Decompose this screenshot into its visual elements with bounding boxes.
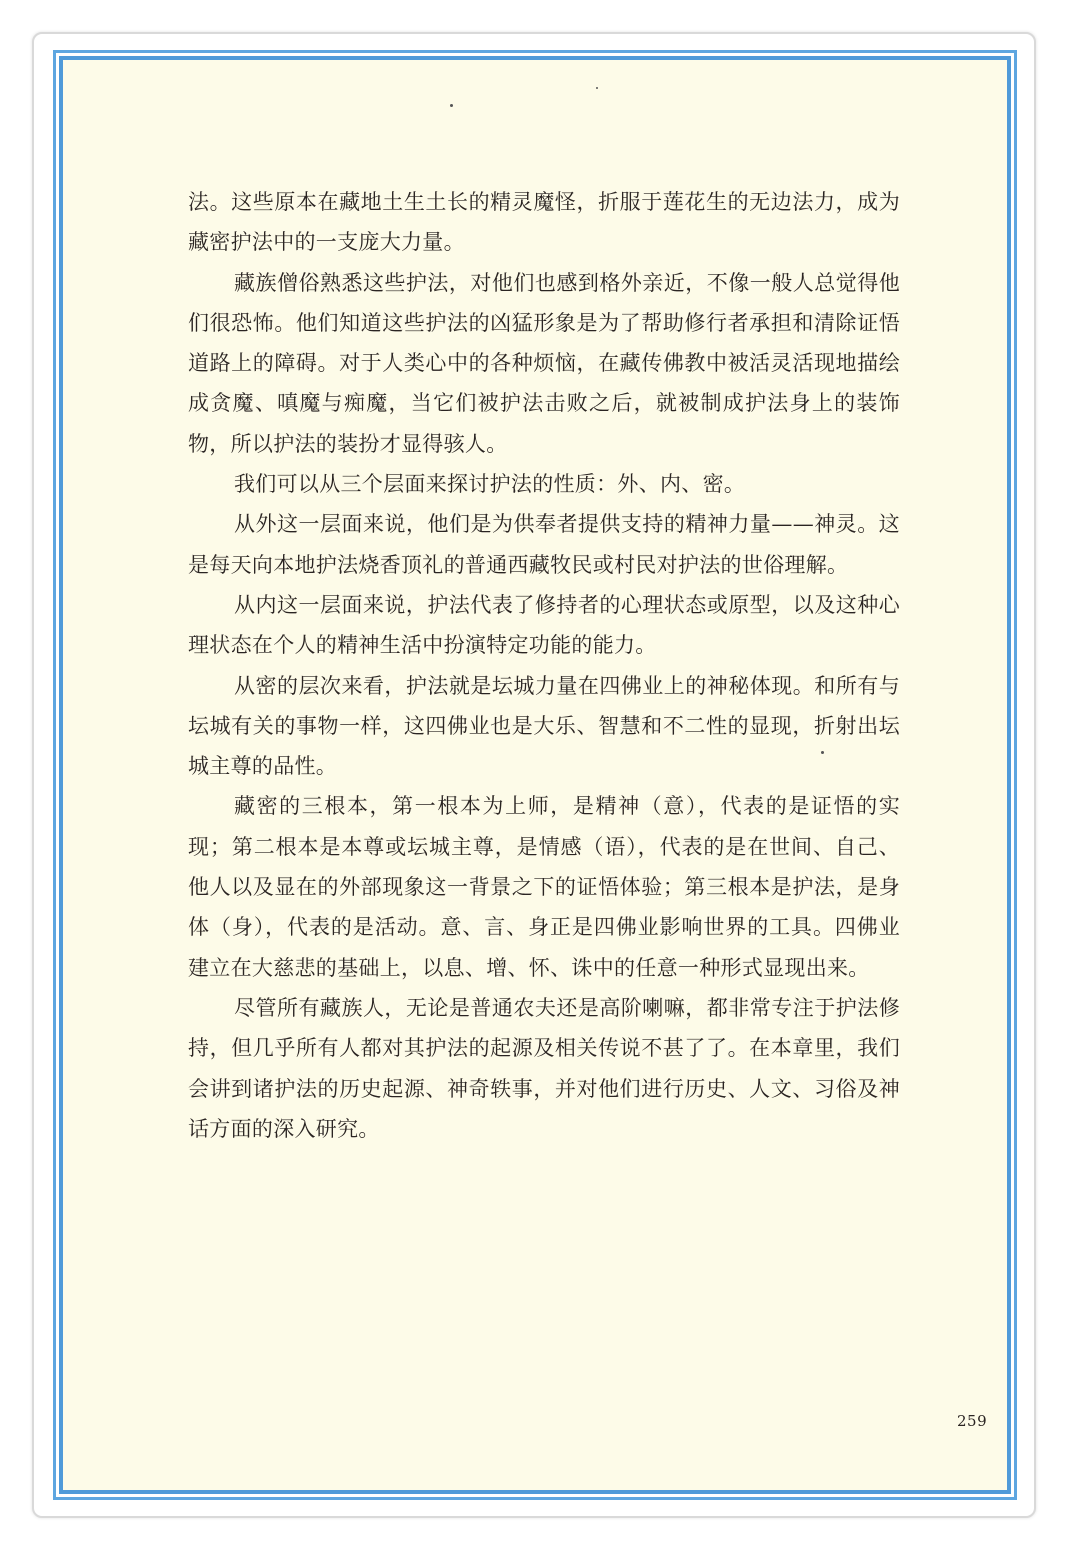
print-speck bbox=[450, 104, 453, 107]
paragraph: 从外这一层面来说，他们是为供奉者提供支持的精神力量——神灵。这是每天向本地护法烧香顶礼的普通西藏牧民或村民对护法的世俗理解。 bbox=[188, 512, 900, 577]
paragraph: 藏族僧俗熟悉这些护法，对他们也感到格外亲近，不像一般人总觉得他们很恐怖。他们知道这些护法的凶猛形象是为了帮助修行者承担和清除证悟道路上的障碍。对于人类心中的各种烦恼，在藏传佛教中被活灵活现地描绘成贪魔、嗔魔与痴魔，当它们被护法击败之后，就被制成护法身上的装饰物，所以护法的装扮才显得骇人。 bbox=[188, 270, 900, 456]
paragraph: 从密的层次来看，护法就是坛城力量在四佛业上的神秘体现。和所有与坛城有关的事物一样，这四佛业也是大乐、智慧和不二性的显现，折射出坛城主尊的品性。 bbox=[188, 673, 900, 779]
paragraph: 藏密的三根本，第一根本为上师，是精神（意），代表的是证悟的实现；第二根本是本尊或坛城主尊，是情感（语），代表的是在世间、自己、他人以及显在的外部现象这一背景之下的证悟体验；第三根本是护法，是身体（身），代表的是活动。意、言、身正是四佛业影响世界的工具。四佛业建立在大慈悲的基础上，以息、增、怀、诛中的任意一种形式显现出来。 bbox=[188, 794, 900, 980]
paragraph: 从内这一层面来说，护法代表了修持者的心理状态或原型，以及这种心理状态在个人的精神生活中扮演特定功能的能力。 bbox=[188, 592, 900, 658]
print-speck bbox=[596, 87, 598, 89]
page-number: 259 bbox=[957, 1412, 988, 1430]
paragraph: 我们可以从三个层面来探讨护法的性质：外、内、密。 bbox=[234, 472, 746, 497]
paragraph: 尽管所有藏族人，无论是普通农夫还是高阶喇嘛，都非常专注于护法修持，但几乎所有人都对其护法的起源及相关传说不甚了了。在本章里，我们会讲到诸护法的历史起源、神奇轶事，并对他们进行历史、人文、习俗及神话方面的深入研究。 bbox=[188, 995, 900, 1141]
paragraph: 法。这些原本在藏地土生土长的精灵魔怪，折服于莲花生的无边法力，成为藏密护法中的一支庞大力量。 bbox=[188, 190, 900, 255]
body-text bbox=[188, 182, 900, 1149]
